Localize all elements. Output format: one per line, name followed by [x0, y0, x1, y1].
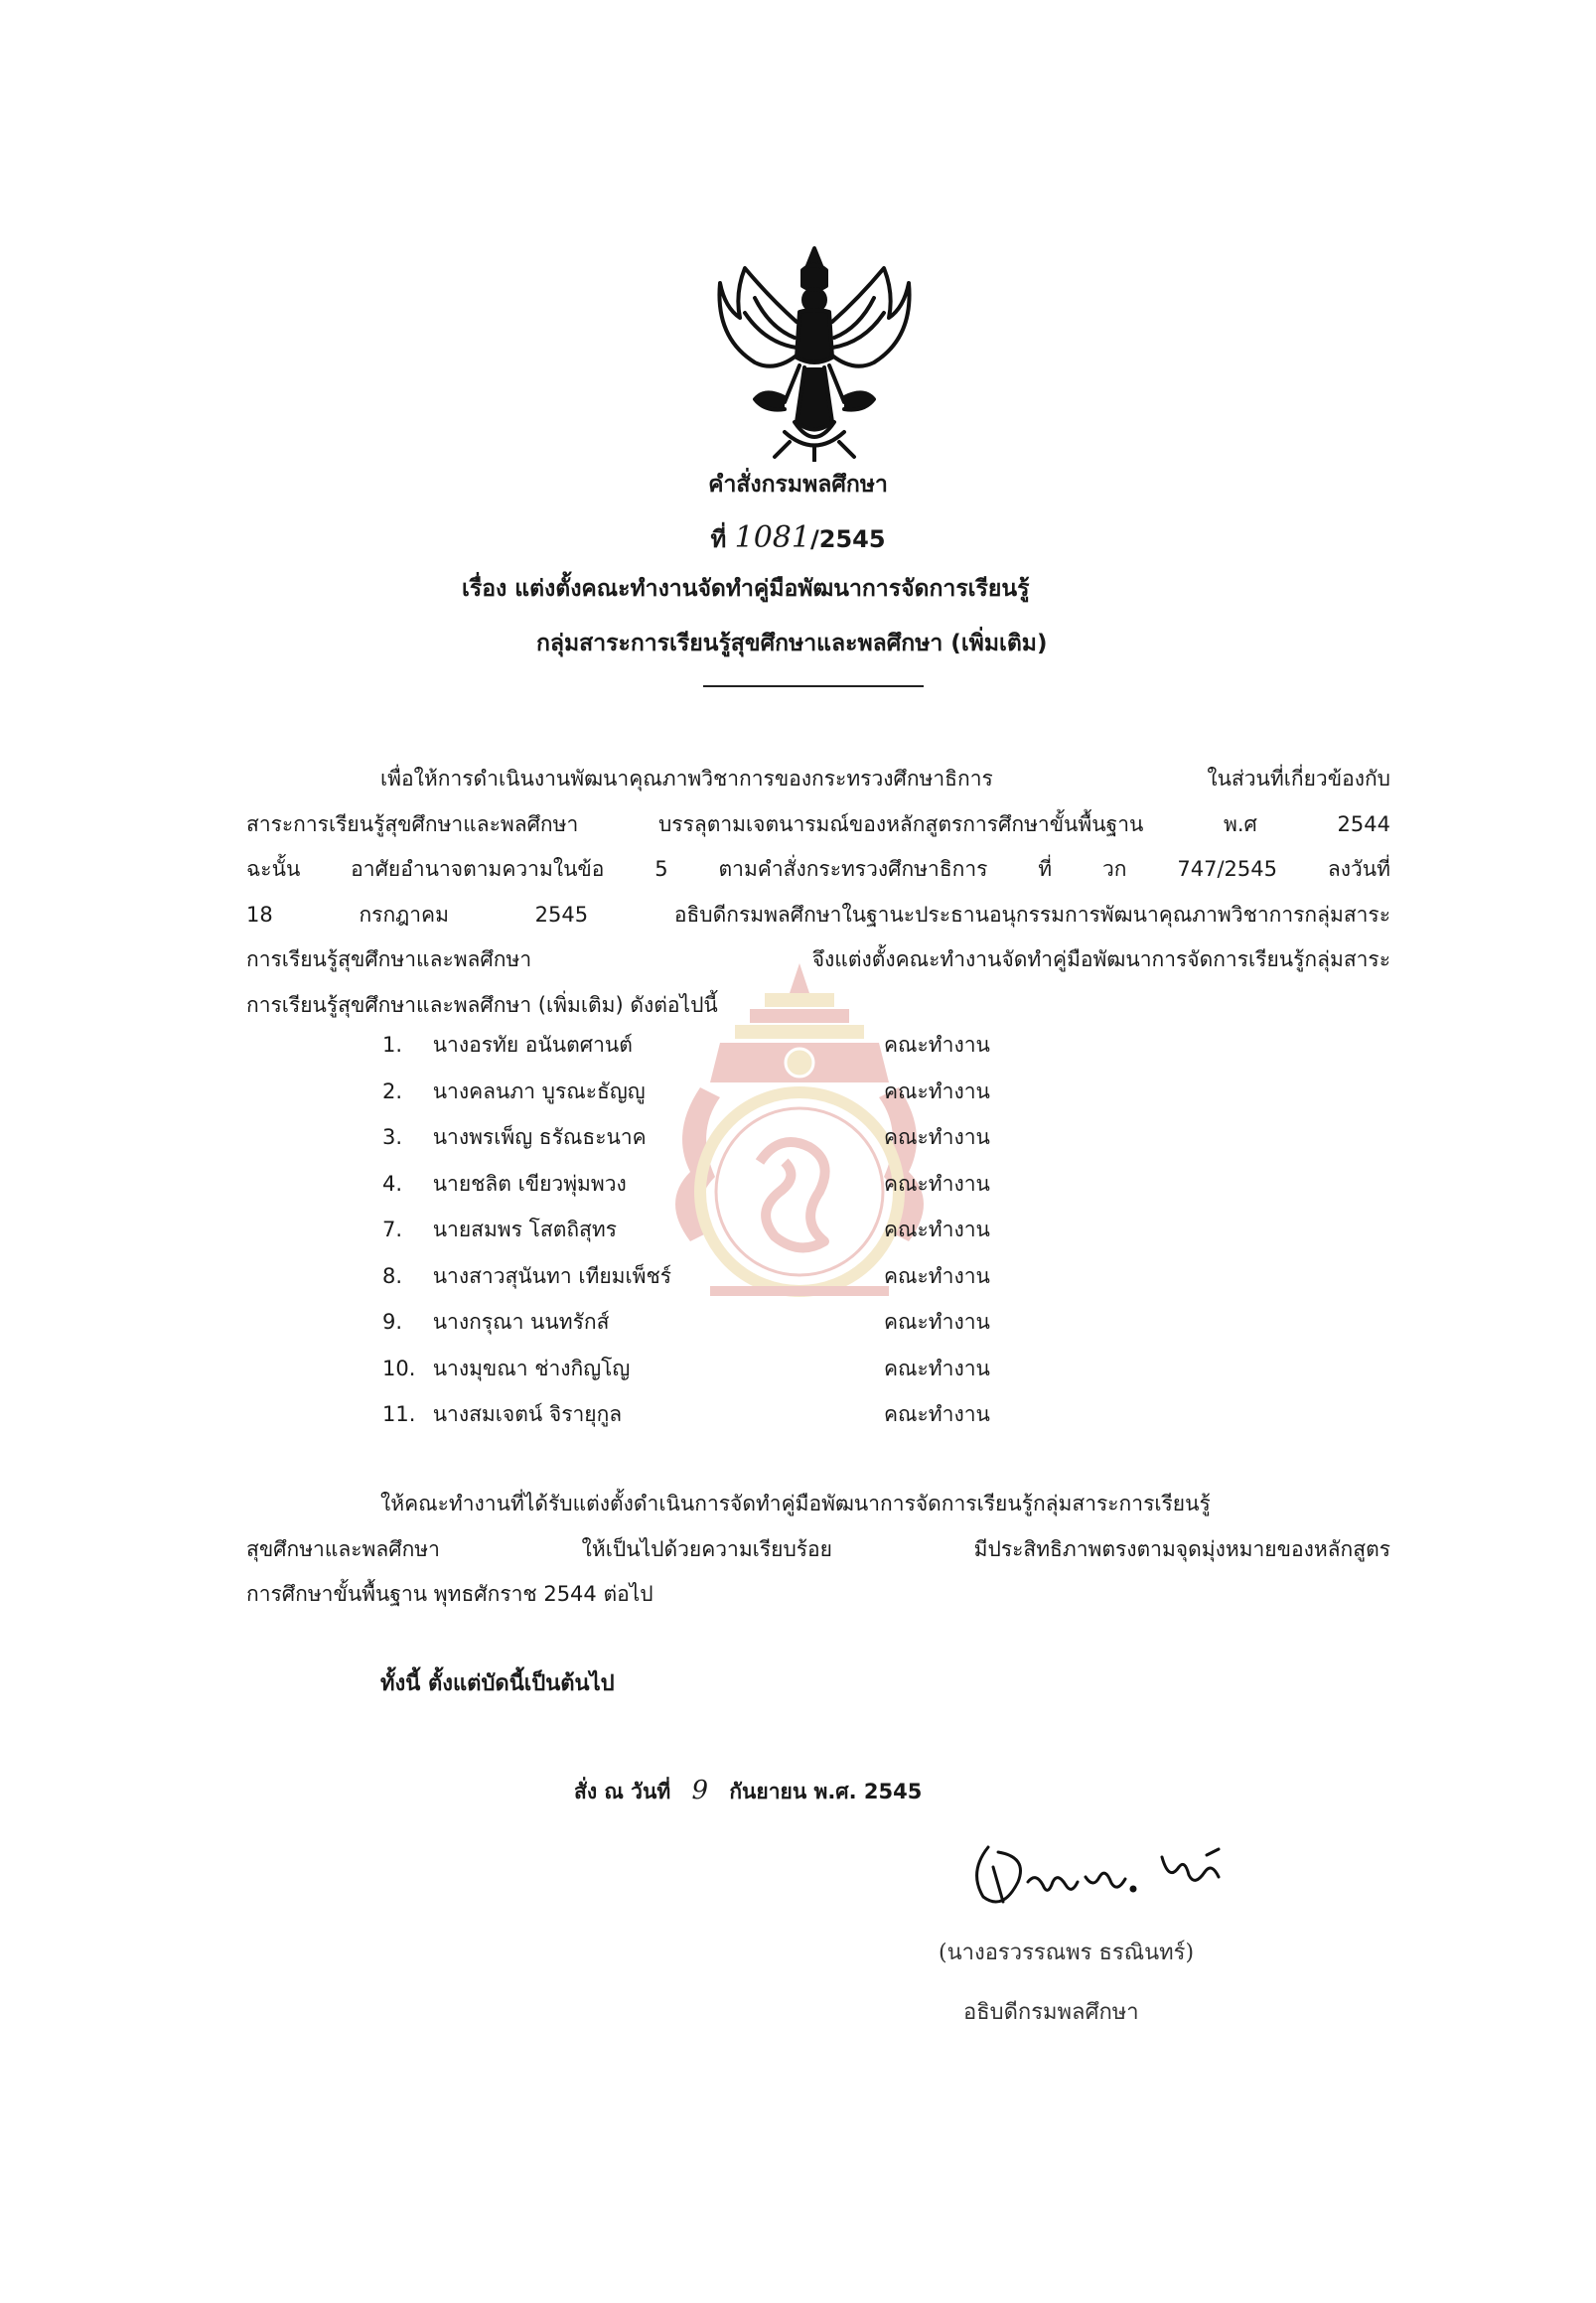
order-number-handwritten: 1081 — [734, 520, 810, 555]
member-name: นางกรุณา นนทรักส์ — [432, 1310, 610, 1334]
member-number: 4. — [382, 1171, 403, 1196]
subject-line-2: กลุ่มสาระการเรียนรู้สุขศึกษาและพลศึกษา (เพิ่มเติม) — [536, 631, 1048, 656]
member-name: นางอรทัย อนันตศานต์ — [432, 1033, 633, 1057]
member-number: 10. — [382, 1356, 416, 1380]
title-divider — [703, 685, 924, 687]
member-row — [382, 1214, 990, 1260]
issued-day-handwritten: 9 — [691, 1776, 709, 1805]
member-name: นางสาวสุนันทา เทียมเพ็ชร์ — [432, 1263, 672, 1288]
issued-prefix: สั่ง ณ วันที่ — [574, 1780, 671, 1803]
order-number-suffix: /2545 — [809, 525, 886, 553]
member-role: คณะทำงาน — [884, 1079, 990, 1103]
signer-name: (นางอรวรรณพร ธรณินทร์) — [939, 1941, 1195, 1965]
paragraph-line: ฉะนั้น อาศัยอำนาจตามความในข้อ 5 ตามคำสั่งกระทรวงศึกษาธิการ ที่ วก 747/2545 ลงวันที่ — [246, 857, 1390, 881]
issued-date — [574, 1776, 922, 1808]
member-number: 11. — [382, 1402, 416, 1426]
member-name: นางพรเพ็ญ ธรัณธะนาค — [432, 1125, 647, 1149]
member-number: 3. — [382, 1125, 403, 1149]
member-role: คณะทำงาน — [884, 1356, 990, 1380]
member-name: นางมุขณา ช่างกิญโญ — [432, 1356, 631, 1380]
order-number-prefix: ที่ — [710, 525, 727, 553]
issued-month-year: กันยายน พ.ศ. 2545 — [729, 1780, 923, 1803]
paragraph-line: การเรียนรู้สุขศึกษาและพลศึกษา จึงแต่งตั้งคณะทำงานจัดทำคู่มือพัฒนาการจัดการเรียนรู้กลุ่มสาระ — [246, 947, 1390, 971]
member-row — [382, 1076, 990, 1122]
paragraph-instruction — [246, 1482, 1390, 1618]
member-row — [382, 1121, 990, 1168]
member-row — [382, 1398, 990, 1445]
member-row — [382, 1306, 990, 1353]
member-role: คณะทำงาน — [884, 1171, 990, 1196]
member-name: นางคลนภา บูรณะธัญญู — [432, 1079, 646, 1103]
member-number: 2. — [382, 1079, 403, 1103]
garuda-emblem-icon — [715, 238, 914, 462]
member-row — [382, 1168, 990, 1215]
paragraph-line: การเรียนรู้สุขศึกษาและพลศึกษา (เพิ่มเติม) ดังต่อไปนี้ — [246, 992, 718, 1017]
member-row — [382, 1260, 990, 1307]
subject-line-1: เรื่อง แต่งตั้งคณะทำงานจัดทำคู่มือพัฒนาการจัดการเรียนรู้ — [462, 576, 1030, 602]
member-role: คณะทำงาน — [884, 1310, 990, 1334]
member-number: 8. — [382, 1263, 403, 1288]
member-list — [382, 1029, 990, 1445]
member-name: นายสมพร โสตถิสุทร — [432, 1218, 617, 1241]
paragraph-line: ให้คณะทำงานที่ได้รับแต่งตั้งดำเนินการจัดทำคู่มือพัฒนาการจัดการเรียนรู้กลุ่มสาระการเรียนรู้ — [380, 1492, 1211, 1515]
member-row — [382, 1353, 990, 1399]
member-role: คณะทำงาน — [884, 1263, 990, 1288]
paragraph-line: การศึกษาขั้นพื้นฐาน พุทธศักราช 2544 ต่อไป — [246, 1582, 653, 1606]
member-name: นางสมเจตน์ จิรายุกูล — [432, 1402, 623, 1426]
signer-position: อธิบดีกรมพลศึกษา — [963, 2000, 1139, 2025]
member-number: 7. — [382, 1218, 403, 1241]
paragraph-line: 18 กรกฎาคม 2545 อธิบดีกรมพลศึกษาในฐานะประธานอนุกรรมการพัฒนาคุณภาพวิชาการกลุ่มสาระ — [246, 902, 1390, 927]
member-name: นายชลิต เขียวพุ่มพวง — [432, 1171, 627, 1196]
member-role: คณะทำงาน — [884, 1033, 990, 1057]
member-number: 9. — [382, 1310, 403, 1334]
member-row — [382, 1029, 990, 1076]
member-number: 1. — [382, 1033, 403, 1057]
order-heading: คำสั่งกรมพลศึกษา — [708, 472, 888, 498]
paragraph-line: เพื่อให้การดำเนินงานพัฒนาคุณภาพวิชาการของกระทรวงศึกษาธิการ ในส่วนที่เกี่ยวข้องกับ — [380, 767, 1390, 791]
member-role: คณะทำงาน — [884, 1402, 990, 1426]
member-role: คณะทำงาน — [884, 1125, 990, 1149]
paragraph-line: สุขศึกษาและพลศึกษา ให้เป็นไปด้วยความเรียบร้อย มีประสิทธิภาพตรงตามจุดมุ่งหมายของหลักสูตร — [246, 1536, 1390, 1561]
paragraph-line: สาระการเรียนรู้สุขศึกษาและพลศึกษา บรรลุตามเจตนารมณ์ของหลักสูตรการศึกษาขั้นพื้นฐาน พ.ศ 2544 — [246, 811, 1390, 836]
order-number — [0, 519, 1596, 558]
handwritten-signature-icon — [958, 1827, 1246, 1917]
member-role: คณะทำงาน — [884, 1218, 990, 1241]
closing-statement: ทั้งนี้ ตั้งแต่บัดนี้เป็นต้นไป — [380, 1671, 615, 1696]
paragraph-intro — [246, 757, 1390, 1028]
